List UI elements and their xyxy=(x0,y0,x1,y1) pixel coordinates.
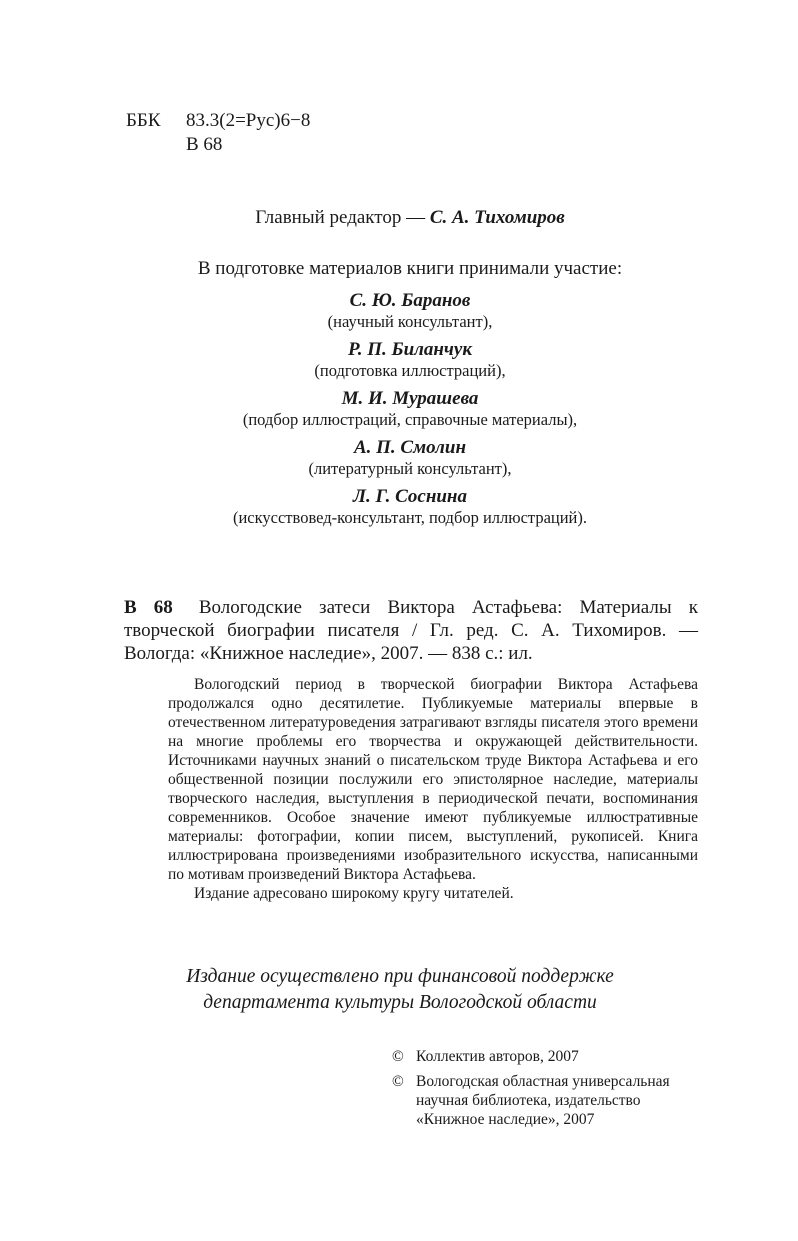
bbk-label: ББК xyxy=(126,110,161,131)
bib-text: Вологодские затеси Виктора Астафьева: Материалы к творческой биографии писателя / Гл. ред. С. А. Тихомиров. — Вологда: «Книжное наследие», 2007. — 838 с.: ил. xyxy=(124,597,698,664)
abstract xyxy=(168,675,698,903)
contributor xyxy=(80,290,740,332)
funding-line-1: Издание осуществлено при финансовой поддержке xyxy=(186,966,614,987)
bbk-code: 83.3(2=Рус)6−8 xyxy=(186,110,311,131)
contributor-name: А. П. Смолин xyxy=(353,437,467,458)
abstract-audience: Издание адресовано широкому кругу читателей. xyxy=(194,885,514,902)
copyright-block xyxy=(392,1047,702,1135)
contributor-name: С. Ю. Баранов xyxy=(349,290,471,311)
contributors-heading: В подготовке материалов книги принимали участие: xyxy=(197,258,623,279)
copyright-text: Вологодская областная универсальная научная библиотека, издательство «Книжное наследие», 2007 xyxy=(416,1073,670,1128)
copyright-row xyxy=(392,1047,702,1066)
funding-note xyxy=(90,964,710,1016)
bibliographic-record xyxy=(124,596,698,665)
contributor-role: (искусствовед-консультант, подбор иллюстраций). xyxy=(232,508,588,527)
author-sign: В 68 xyxy=(186,134,223,155)
editor-role: Главный редактор — xyxy=(255,207,430,228)
contributor xyxy=(80,486,740,528)
contributor-role: (литературный консультант), xyxy=(308,459,512,478)
contributor xyxy=(80,339,740,381)
funding-line-2: департамента культуры Вологодской области xyxy=(203,992,597,1013)
abstract-paragraph: Вологодский период в творческой биографии Виктора Астафьева продолжался одно десятилетие. Публикуемые материалы впервые в отечественном литературоведения затрагивают взгляды писателя этого времени на многие проблемы его творчества и окружающей действительности. Источниками научных знаний о писательском труде Виктора Астафьева и его общественной позиции послужили его эпистолярное наследие, материалы творческого наследия, выступления в периодической печати, воспоминания современников. Особое значение имеют публикуемые иллюстративные материалы: фотографии, копии писем, выступлений, рукописей. Книга иллюстрирована произведениями изобразительного искусства, написанными по мотивам произведений Виктора Астафьева. xyxy=(168,676,698,883)
bib-signature: В 68 xyxy=(124,597,173,618)
chief-editor xyxy=(80,207,740,229)
copyright-icon: © xyxy=(392,1048,404,1065)
contributor-role: (подготовка иллюстраций), xyxy=(314,361,506,380)
contributor-role: (подбор иллюстраций, справочные материалы), xyxy=(242,410,578,429)
copyright-text: Коллектив авторов, 2007 xyxy=(416,1048,579,1065)
contributor-name: М. И. Мурашева xyxy=(341,388,479,409)
contributor xyxy=(80,388,740,430)
contributor xyxy=(80,437,740,479)
contributor-role: (научный консультант), xyxy=(327,312,493,331)
contributor-name: Р. П. Биланчук xyxy=(348,339,472,360)
editor-name: С. А. Тихомиров xyxy=(429,207,565,228)
contributors-list xyxy=(80,290,740,535)
copyright-row xyxy=(392,1072,702,1129)
contributor-name: Л. Г. Соснина xyxy=(353,486,467,507)
copyright-icon: © xyxy=(392,1073,404,1090)
